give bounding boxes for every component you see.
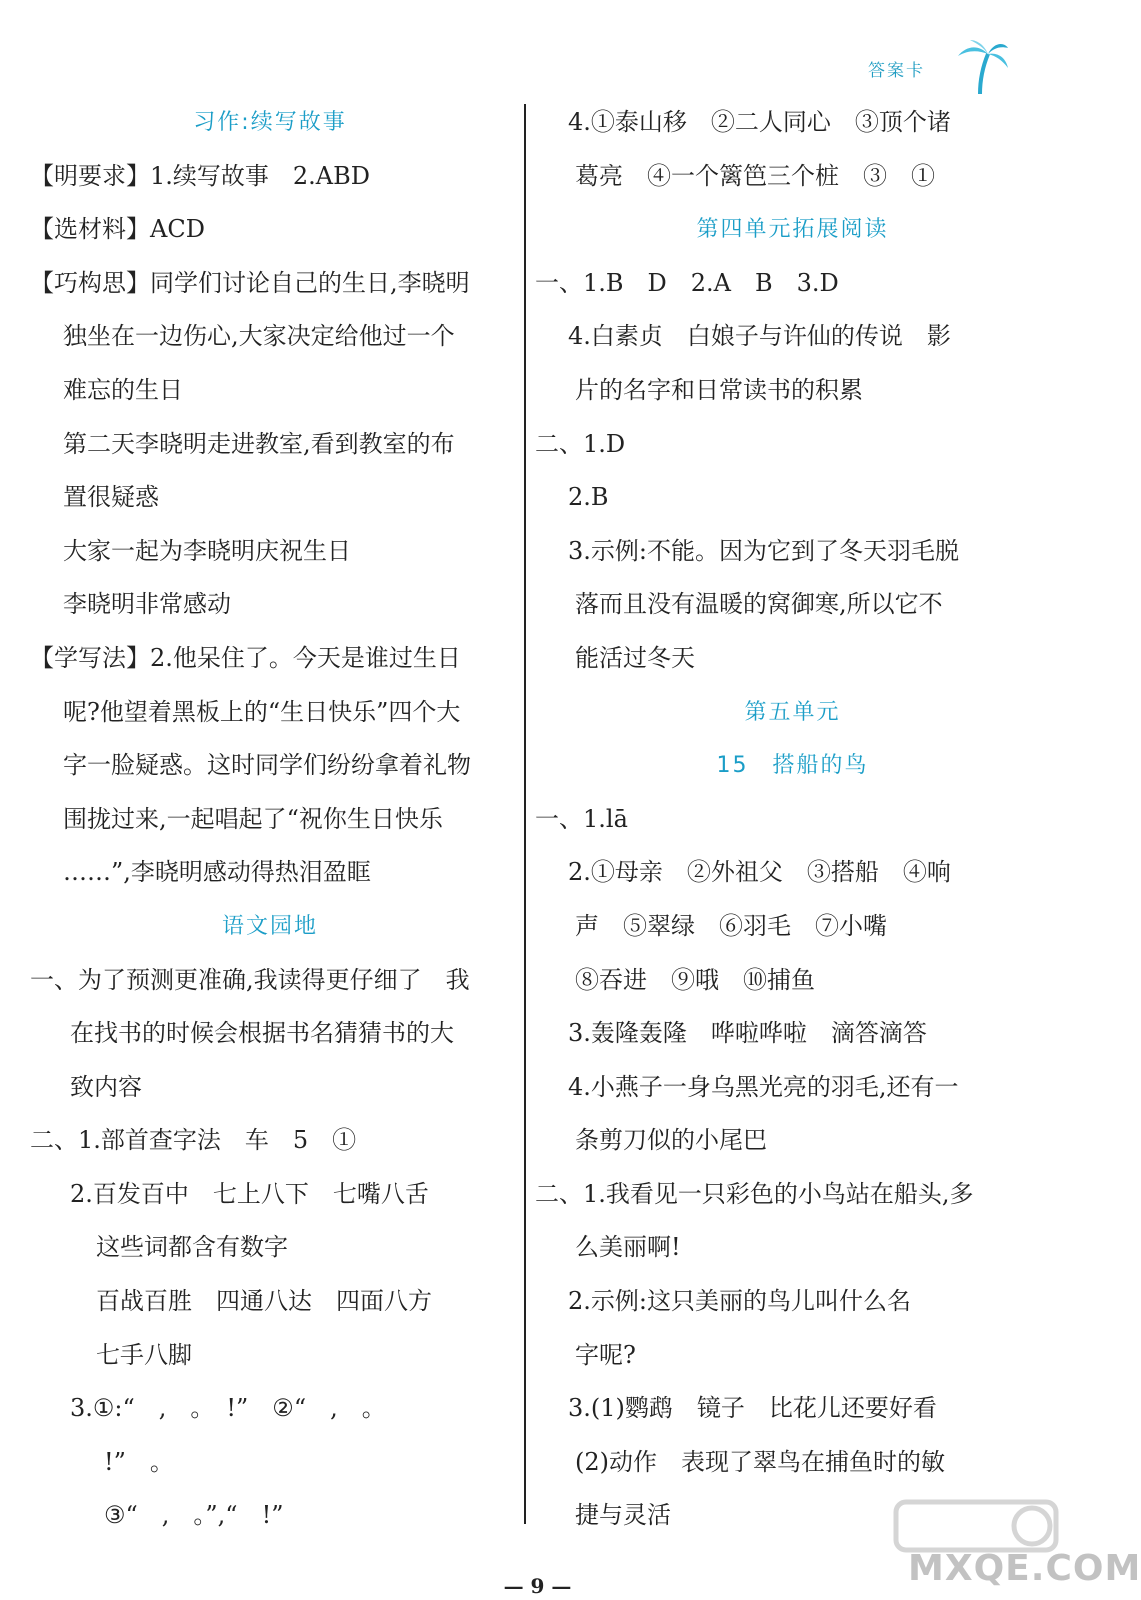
answer-line: 3.示例:不能。因为它到了冬天羽毛脱 [568,536,959,565]
page-number: — 9 — [503,1574,572,1598]
column-divider [524,104,526,1524]
answer-line: 李晓明非常感动 [63,590,231,619]
answer-line: 一、为了预测更准确,我读得更仔细了 我 [30,965,470,994]
answer-line: 一、1.B D 2.A B 3.D [535,268,839,297]
answer-line: ⑧吞进 ⑨哦 ⑩捕鱼 [575,965,815,994]
answer-line: 字呢? [575,1340,636,1369]
answer-line: 这些词都含有数字 [96,1233,288,1262]
answer-line: 3.①:“ , 。 !” ②“ , 。 [70,1394,386,1423]
answer-line: 3.(1)鹦鹉 镜子 比花儿还要好看 [568,1394,937,1423]
answer-line: ……”,李晓明感动得热泪盈眶 [63,858,371,887]
answer-line: 声 ⑤翠绿 ⑥羽毛 ⑦小嘴 [575,911,887,940]
answer-line: 呢?他望着黑板上的“生日快乐”四个大 [63,697,461,726]
answer-line: 能活过冬天 [575,643,695,672]
answer-line: 围拢过来,一起唱起了“祝你生日快乐 [63,804,443,833]
answer-line: 【学写法】2.他呆住了。今天是谁过生日 [30,643,461,672]
answer-line: 条剪刀似的小尾巴 [575,1126,767,1155]
header-tag: 答案卡 [868,61,925,81]
answer-line: 3.轰隆轰隆 哗啦哗啦 滴答滴答 [568,1019,927,1048]
answer-line: 致内容 [70,1072,142,1101]
answer-line: 【选材料】ACD [30,215,205,244]
answer-line: 独坐在一边伤心,大家决定给他过一个 [63,322,455,351]
left-column [30,96,510,1543]
answer-line: 么美丽啊! [575,1233,681,1262]
answer-line: 第二天李晓明走进教室,看到教室的布 [63,429,455,458]
watermark-text: MXQE.COM [908,1548,1141,1589]
answer-line: 2.①母亲 ②外祖父 ③搭船 ④响 [568,858,951,887]
answer-line: 二、1.部首查字法 车 5 ① [30,1126,357,1155]
lesson-title: 15 搭船的鸟 [716,753,869,779]
answer-line: 2.示例:这只美丽的鸟儿叫什么名 [568,1287,911,1316]
answer-line: 4.①泰山移 ②二人同心 ③顶个诸 [568,108,951,136]
section-title-garden: 语文园地 [221,913,318,939]
answer-line: 大家一起为李晓明庆祝生日 [63,536,351,565]
answer-line: 七手八脚 [96,1340,192,1369]
answer-line: 4.白素贞 白娘子与许仙的传说 影 [568,322,951,351]
right-column [535,96,1050,1543]
answer-line: 捷与灵活 [575,1501,671,1530]
answer-line: 【明要求】1.续写故事 2.ABD [30,161,371,190]
answer-line: 二、1.D [535,429,626,458]
answer-line: (2)动作 表现了翠鸟在捕鱼时的敏 [575,1447,945,1476]
answer-line: 2.B [568,483,609,512]
answer-line: 葛亮 ④一个篱笆三个桩 ③ ① [575,161,935,190]
unit-title: 第五单元 [744,699,841,725]
answer-line: 字一脸疑惑。这时同学们纷纷拿着礼物 [63,751,471,780]
answer-line: !” 。 [104,1447,174,1476]
answer-line: 一、1.lā [535,804,628,833]
answer-line: 置很疑惑 [63,483,159,512]
palm-tree-icon [950,38,1010,96]
answer-line: 难忘的生日 [63,375,183,404]
answer-line: 4.小燕子一身乌黑光亮的羽毛,还有一 [568,1072,959,1101]
answer-line: 在找书的时候会根据书名猜猜书的大 [70,1019,454,1048]
answer-line: 百战百胜 四通八达 四面八方 [96,1287,432,1316]
answer-line: 【巧构思】同学们讨论自己的生日,李晓明 [30,268,470,297]
answer-line: 片的名字和日常读书的积累 [575,375,863,404]
answer-line: 二、1.我看见一只彩色的小鸟站在船头,多 [535,1179,974,1208]
answer-line: 落而且没有温暖的窝御寒,所以它不 [575,590,943,619]
answer-line: ③“ , 。”,“ !” [104,1501,284,1530]
section-title-writing: 习作:续写故事 [193,110,347,135]
answer-line: 2.百发百中 七上八下 七嘴八舌 [70,1179,429,1208]
section-title-extended-reading: 第四单元拓展阅读 [696,217,889,243]
